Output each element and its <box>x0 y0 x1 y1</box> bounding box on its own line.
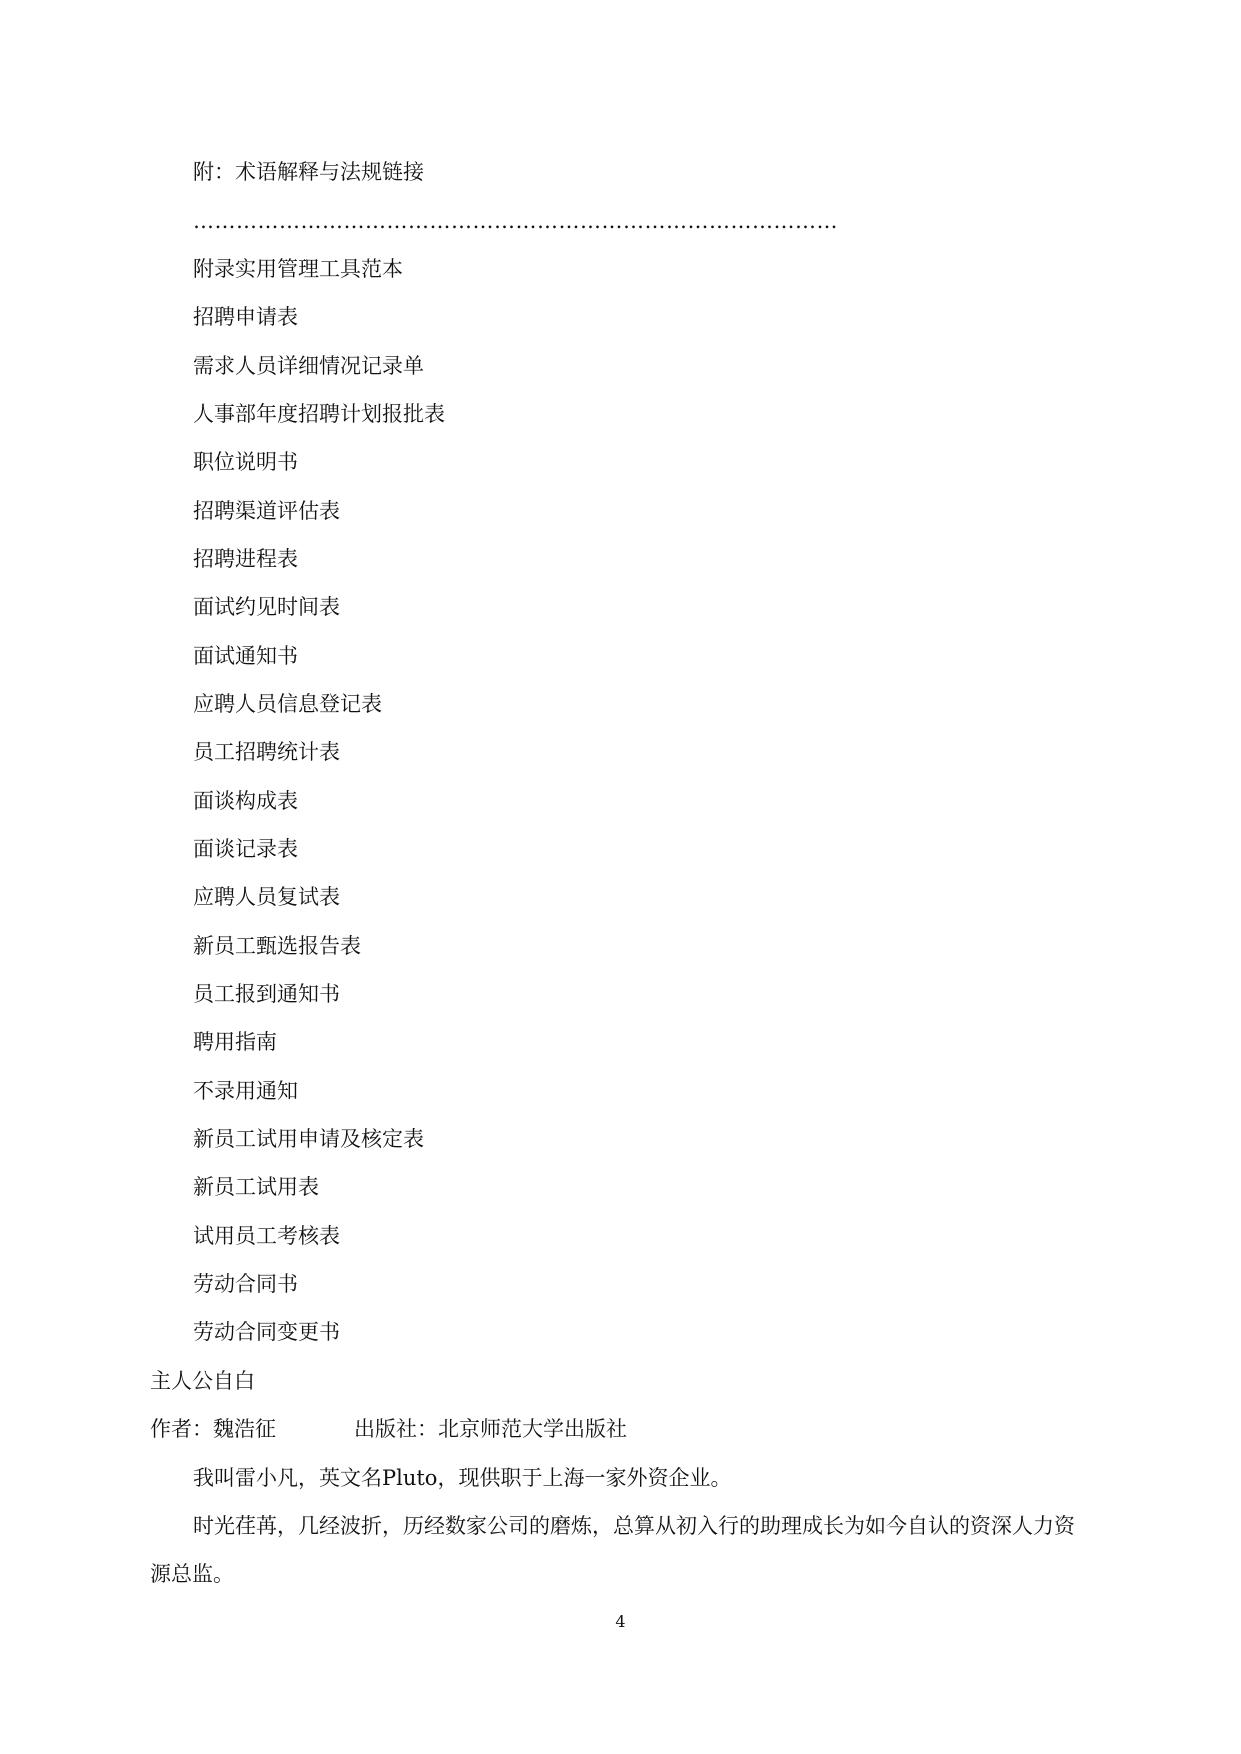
list-item: 招聘申请表 <box>193 305 298 329</box>
list-item: 应聘人员信息登记表 <box>193 692 382 716</box>
list-item: 聘用指南 <box>193 1030 277 1054</box>
list-item: 劳动合同变更书 <box>193 1320 340 1344</box>
appendix-heading: 附：术语解释与法规链接 <box>193 160 424 184</box>
list-item: 应聘人员复试表 <box>193 885 340 909</box>
list-item: 面谈构成表 <box>193 789 298 813</box>
list-item: 职位说明书 <box>193 450 298 474</box>
section-title: 主人公自白 <box>150 1369 255 1393</box>
paragraph-career-line1: 时光荏苒，几经波折，历经数家公司的磨炼，总算从初入行的助理成长为如今自认的资深人力资 <box>193 1514 1075 1538</box>
tools-heading: 附录实用管理工具范本 <box>193 257 403 281</box>
list-item: 面试约见时间表 <box>193 595 340 619</box>
list-item: 不录用通知 <box>193 1079 298 1103</box>
paragraph-career-line2: 源总监。 <box>150 1562 234 1586</box>
paragraph-intro: 我叫雷小凡，英文名Pluto，现供职于上海一家外资企业。 <box>193 1466 732 1490</box>
list-item: 需求人员详细情况记录单 <box>193 354 424 378</box>
list-item: 员工招聘统计表 <box>193 740 340 764</box>
list-item: 人事部年度招聘计划报批表 <box>193 402 445 426</box>
dotted-separator: ……………………………………………………………………………… <box>193 209 838 233</box>
list-item: 招聘进程表 <box>193 547 298 571</box>
list-item: 招聘渠道评估表 <box>193 499 340 523</box>
author-publisher-row <box>150 1414 627 1444</box>
list-item: 试用员工考核表 <box>193 1224 340 1248</box>
list-item: 面谈记录表 <box>193 837 298 861</box>
list-item: 员工报到通知书 <box>193 982 340 1006</box>
page-number: 4 <box>615 1612 626 1631</box>
list-item: 劳动合同书 <box>193 1272 298 1296</box>
list-item: 新员工试用表 <box>193 1175 319 1199</box>
list-item: 新员工甄选报告表 <box>193 934 361 958</box>
list-item: 新员工试用申请及核定表 <box>193 1127 424 1151</box>
list-item: 面试通知书 <box>193 644 298 668</box>
author-text: 作者：魏浩征 <box>150 1417 276 1441</box>
publisher-text: 出版社：北京师范大学出版社 <box>354 1417 627 1441</box>
